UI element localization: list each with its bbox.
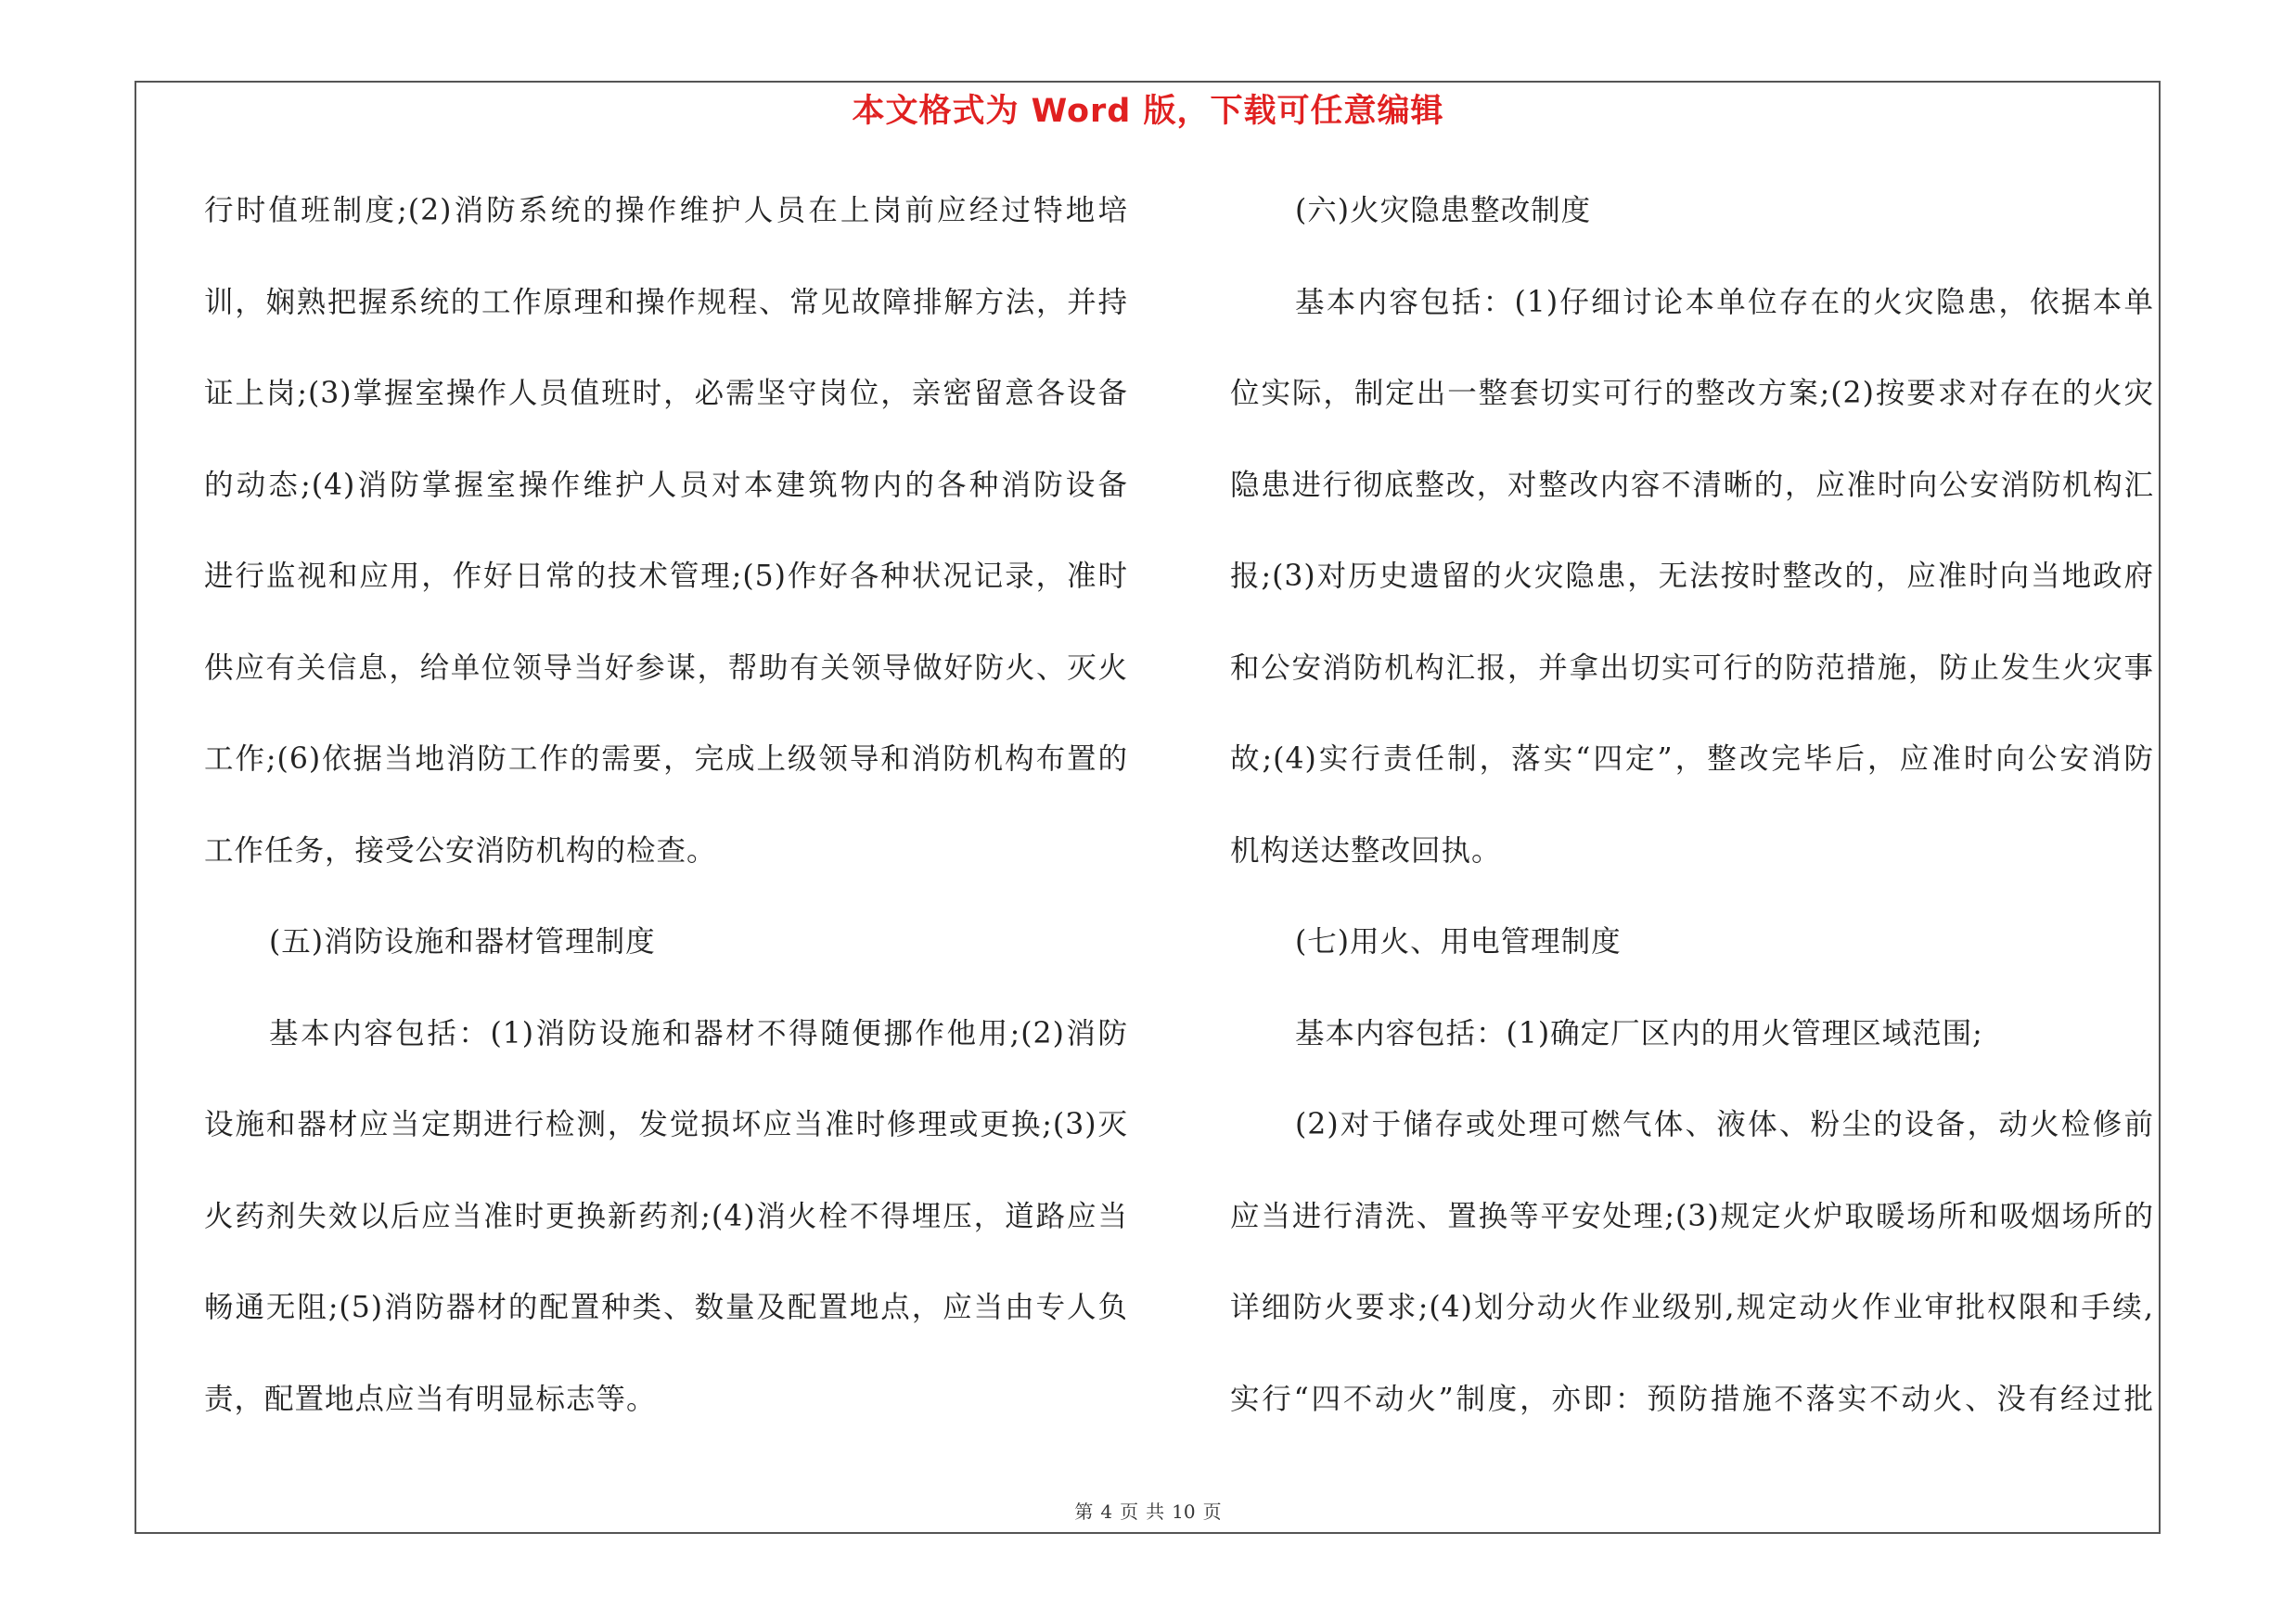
left-column xyxy=(204,183,1128,1462)
text-line: 机构送达整改回执。 xyxy=(1230,833,1502,868)
section-heading: (七)用火、用电管理制度 xyxy=(1295,925,1622,959)
text-line: 的动态;(4)消防掌握室操作维护人员对本建筑物内的各种消防设备 xyxy=(204,468,1128,502)
text-line: 火药剂失效以后应当准时更换新药剂;(4)消火栓不得埋压，道路应当 xyxy=(204,1199,1128,1233)
right-column xyxy=(1230,183,2154,1462)
format-banner: 本文格式为 Word 版，下载可任意编辑 xyxy=(852,93,1444,130)
text-line: (2)对于储存或处理可燃气体、液体、粉尘的设备，动火检修前 xyxy=(1295,1108,2154,1141)
total-page-number: 10 xyxy=(1172,1501,1196,1523)
text-line: 畅通无阻;(5)消防器材的配置种类、数量及配置地点，应当由专人负 xyxy=(204,1291,1128,1324)
text-line: 应当进行清洗、置换等平安处理;(3)规定火炉取暖场所和吸烟场所的 xyxy=(1230,1199,2154,1233)
current-page-number: 4 xyxy=(1100,1501,1113,1523)
text-line: 和公安消防机构汇报，并拿出切实可行的防范措施，防止发生火灾事 xyxy=(1230,650,2154,685)
text-line: 位实际，制定出一整套切实可行的整改方案;(2)按要求对存在的火灾 xyxy=(1230,377,2154,410)
section-heading: (六)火灾隐患整改制度 xyxy=(1295,194,1592,227)
text-line: 实行“四不动火”制度，亦即：预防措施不落实不动火、没有经过批 xyxy=(1230,1382,2154,1416)
text-line: 训，娴熟把握系统的工作原理和操作规程、常见故障排解方法，并持 xyxy=(204,285,1128,319)
text-line: 工作;(6)依据当地消防工作的需要，完成上级领导和消防机构布置的 xyxy=(204,742,1128,776)
text-line: 详细防火要求;(4)划分动火作业级别,规定动火作业审批权限和手续, xyxy=(1230,1291,2154,1324)
text-line: 进行监视和应用，作好日常的技术管理;(5)作好各种状况记录，准时 xyxy=(204,560,1128,593)
text-line: 报;(3)对历史遗留的火灾隐患，无法按时整改的，应准时向当地政府 xyxy=(1230,560,2154,593)
text-line: 责，配置地点应当有明显标志等。 xyxy=(204,1382,657,1416)
footer-total-word: 共 xyxy=(1146,1501,1165,1523)
text-line: 隐患进行彻底整改，对整改内容不清晰的，应准时向公安消防机构汇 xyxy=(1230,468,2154,502)
text-line: 供应有关信息，给单位领导当好参谋，帮助有关领导做好防火、灭火 xyxy=(204,650,1128,685)
text-line: 基本内容包括：(1)消防设施和器材不得随便挪作他用;(2)消防 xyxy=(269,1016,1128,1050)
section-heading: (五)消防设施和器材管理制度 xyxy=(269,925,656,959)
text-line: 基本内容包括：(1)确定厂区内的用火管理区域范围; xyxy=(1295,1016,1983,1050)
text-line: 基本内容包括：(1)仔细讨论本单位存在的火灾隐患，依据本单 xyxy=(1295,285,2154,319)
text-line: 证上岗;(3)掌握室操作人员值班时，必需坚守岗位，亲密留意各设备 xyxy=(204,377,1128,410)
footer-suffix: 页 xyxy=(1202,1501,1222,1523)
text-line: 行时值班制度;(2)消防系统的操作维护人员在上岗前应经过特地培 xyxy=(204,194,1128,227)
footer-prefix: 第 xyxy=(1074,1501,1094,1523)
text-line: 设施和器材应当定期进行检测，发觉损坏应当准时修理或更换;(3)灭 xyxy=(204,1108,1128,1141)
text-line: 工作任务，接受公安消防机构的检查。 xyxy=(204,833,717,868)
text-line: 故;(4)实行责任制，落实“四定”，整改完毕后，应准时向公安消防 xyxy=(1230,742,2154,776)
page-number-footer xyxy=(0,1497,2296,1524)
footer-page-word: 页 xyxy=(1120,1501,1139,1523)
